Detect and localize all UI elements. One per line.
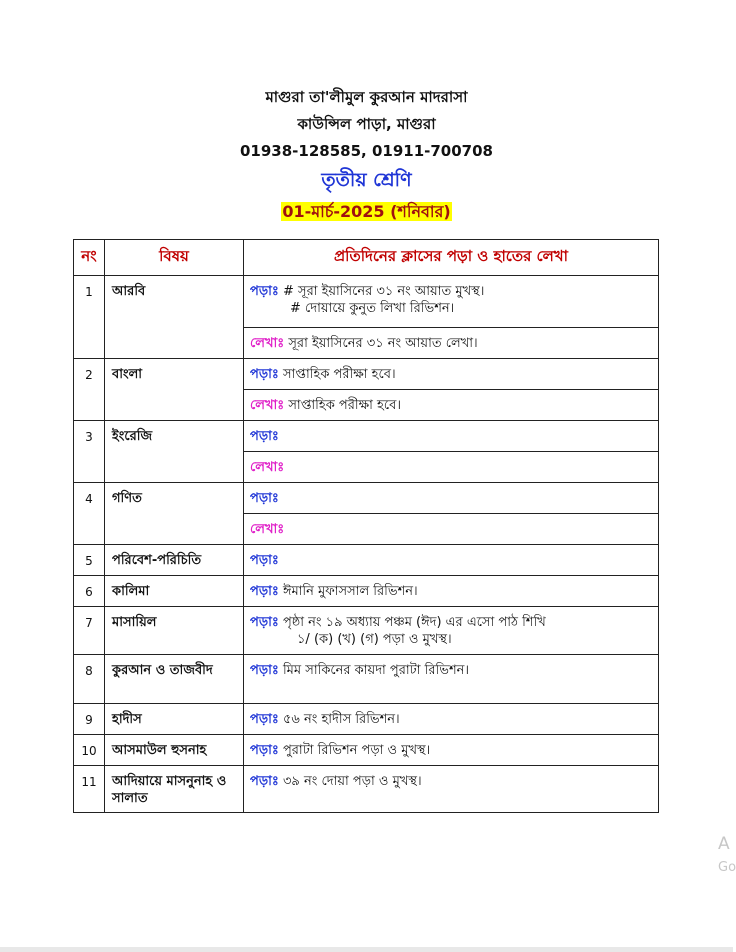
read-cell: [244, 704, 659, 735]
routine-table: [73, 239, 659, 813]
write-label: লেখাঃ: [250, 336, 285, 351]
madrasa-address: কাউন্সিল পাড়া, মাগুরা: [297, 115, 436, 133]
table-row: [74, 576, 659, 607]
row-subject: কুরআন ও তাজবীদ: [105, 655, 244, 704]
read-text: ৫৬ নং হাদীস রিভিশন।: [282, 712, 400, 727]
write-label: লেখাঃ: [250, 398, 285, 413]
header-no: নং: [74, 240, 105, 276]
madrasa-header: [0, 84, 733, 165]
row-subject: বাংলা: [105, 359, 244, 421]
write-text: সাপ্তাহিক পরীক্ষা হবে।: [288, 398, 401, 413]
write-label: লেখাঃ: [250, 522, 285, 537]
read-text: ১/ (ক) (খ) (গ) পড়া ও মুখস্থ।: [297, 632, 452, 647]
row-subject: আরবি: [105, 276, 244, 359]
watermark-line: A: [718, 834, 730, 854]
row-number: 3: [74, 421, 105, 483]
read-cell: [244, 576, 659, 607]
madrasa-phones: 01938-128585, 01911-700708: [240, 142, 493, 160]
table-row: [74, 276, 659, 328]
read-cell: [244, 655, 659, 704]
table-row: [74, 766, 659, 813]
read-label: পড়াঃ: [250, 774, 279, 789]
read-text: পুরাটা রিভিশন পড়া ও মুখস্থ।: [282, 743, 431, 758]
write-text: সূরা ইয়াসিনের ৩১ নং আয়াত লেখা।: [288, 336, 478, 351]
row-number: 6: [74, 576, 105, 607]
activation-watermark: [718, 832, 736, 880]
read-cell: [244, 607, 659, 655]
write-cell: [244, 390, 659, 421]
row-subject: আসমাউল হুসনাহ: [105, 735, 244, 766]
header-work: প্রতিদিনের ক্লাসের পড়া ও হাতের লেখা: [244, 240, 659, 276]
row-number: 10: [74, 735, 105, 766]
read-label: পড়াঃ: [250, 429, 279, 444]
row-subject: হাদীস: [105, 704, 244, 735]
header-subject: বিষয়: [105, 240, 244, 276]
row-subject: পরিবেশ-পরিচিতি: [105, 545, 244, 576]
read-label: পড়াঃ: [250, 712, 279, 727]
row-number: 4: [74, 483, 105, 545]
read-text: মিম সাকিনের কায়দা পুরাটা রিভিশন।: [282, 663, 470, 678]
row-subject: ইংরেজি: [105, 421, 244, 483]
row-subject: আদিয়ায়ে মাসনুনাহ ও সালাত: [105, 766, 244, 813]
row-number: 8: [74, 655, 105, 704]
table-row: [74, 735, 659, 766]
table-row: [74, 607, 659, 655]
read-cell: [244, 766, 659, 813]
row-subject: কালিমা: [105, 576, 244, 607]
row-number: 9: [74, 704, 105, 735]
madrasa-name: মাগুরা তা'লীমুল কুরআন মাদরাসা: [265, 88, 468, 106]
read-label: পড়াঃ: [250, 367, 279, 382]
read-cell: [244, 421, 659, 452]
table-header-row: [74, 240, 659, 276]
read-label: পড়াঃ: [250, 284, 279, 299]
read-label: পড়াঃ: [250, 584, 279, 599]
read-cell: [244, 276, 659, 328]
table-row: [74, 483, 659, 514]
row-subject: মাসায়িল: [105, 607, 244, 655]
write-cell: [244, 328, 659, 359]
read-text: ঈমানি মুফাসসাল রিভিশন।: [282, 584, 418, 599]
table-row: [74, 545, 659, 576]
read-cell: [244, 545, 659, 576]
date-text: 01-মার্চ-2025 (শনিবার): [282, 202, 451, 221]
read-cell: [244, 735, 659, 766]
read-text: সাপ্তাহিক পরীক্ষা হবে।: [282, 367, 396, 382]
row-number: 1: [74, 276, 105, 359]
table-row: [74, 704, 659, 735]
write-cell: [244, 452, 659, 483]
read-label: পড়াঃ: [250, 663, 279, 678]
read-label: পড়াঃ: [250, 615, 279, 630]
watermark-line: Go: [718, 860, 736, 875]
read-text: # দোয়ায়ে কুনুত লিখা রিভিশন।: [290, 301, 455, 316]
read-label: পড়াঃ: [250, 491, 279, 506]
read-text: পৃষ্ঠা নং ১৯ অধ্যায় পঞ্চম (ঈদ) এর এসো পাঠ শিখি: [282, 615, 546, 630]
row-number: 7: [74, 607, 105, 655]
date-line: [0, 199, 733, 226]
row-number: 2: [74, 359, 105, 421]
write-label: লেখাঃ: [250, 460, 285, 475]
table-row: [74, 421, 659, 452]
read-text: ৩৯ নং দোয়া পড়া ও মুখস্থ।: [282, 774, 422, 789]
read-cell: [244, 483, 659, 514]
table-row: [74, 359, 659, 390]
write-cell: [244, 514, 659, 545]
row-number: 5: [74, 545, 105, 576]
bottom-strip: [0, 947, 733, 952]
read-cell: [244, 359, 659, 390]
class-title: তৃতীয় শ্রেণি: [321, 169, 412, 191]
read-label: পড়াঃ: [250, 553, 279, 568]
table-row: [74, 655, 659, 704]
row-subject: গণিত: [105, 483, 244, 545]
read-text: # সূরা ইয়াসিনের ৩১ নং আয়াত মুখস্থ।: [282, 284, 485, 299]
read-label: পড়াঃ: [250, 743, 279, 758]
row-number: 11: [74, 766, 105, 813]
